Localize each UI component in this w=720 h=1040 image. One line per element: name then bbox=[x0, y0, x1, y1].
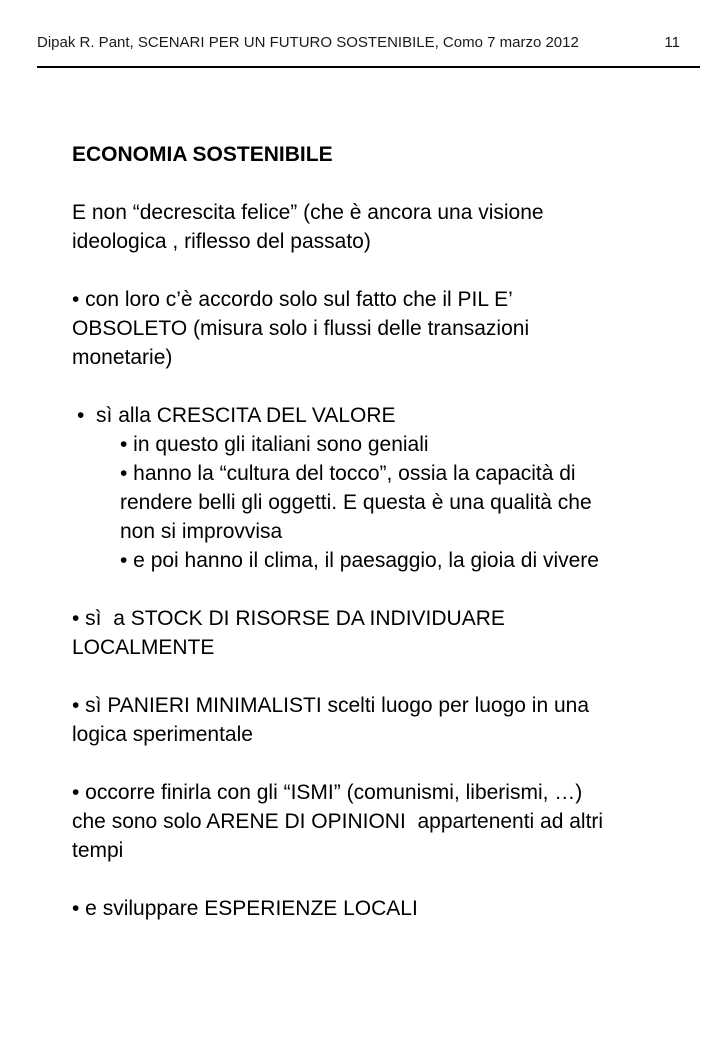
text-line bbox=[72, 256, 700, 285]
text-line bbox=[72, 865, 700, 894]
page-number: 11 bbox=[664, 34, 680, 51]
header-title: Dipak R. Pant, SCENARI PER UN FUTURO SOSTENIBILE, Como 7 marzo 2012 bbox=[37, 34, 579, 51]
text-line: ideologica , riflesso del passato) bbox=[72, 230, 371, 253]
text-line: • e poi hanno il clima, il paesaggio, la gioia di vivere bbox=[120, 549, 599, 572]
text-line bbox=[72, 749, 700, 778]
body-text bbox=[72, 169, 700, 923]
page-header bbox=[37, 33, 698, 52]
text-line bbox=[72, 575, 700, 604]
text-line: LOCALMENTE bbox=[72, 636, 215, 659]
text-line: • e sviluppare ESPERIENZE LOCALI bbox=[72, 897, 418, 920]
text-line: • hanno la “cultura del tocco”, ossia la capacità di bbox=[120, 462, 576, 485]
slide-title: ECONOMIA SOSTENIBILE bbox=[72, 143, 333, 166]
text-line bbox=[72, 662, 700, 691]
text-line: logica sperimentale bbox=[72, 723, 253, 746]
text-line: rendere belli gli oggetti. E questa è una qualità che bbox=[120, 491, 592, 514]
text-line: • con loro c’è accordo solo sul fatto che il PIL E’ bbox=[72, 288, 513, 311]
slide-content bbox=[72, 140, 700, 923]
text-line: che sono solo ARENE DI OPINIONI appartenenti ad altri bbox=[72, 810, 604, 833]
text-line bbox=[72, 169, 700, 198]
text-line: • in questo gli italiani sono geniali bbox=[120, 433, 429, 456]
text-line: tempi bbox=[72, 839, 124, 862]
text-line: • sì PANIERI MINIMALISTI scelti luogo per luogo in una bbox=[72, 694, 590, 717]
header-divider bbox=[37, 66, 700, 68]
text-line: OBSOLETO (misura solo i flussi delle transazioni bbox=[72, 317, 530, 340]
text-line: monetarie) bbox=[72, 346, 173, 369]
text-line: E non “decrescita felice” (che è ancora una visione bbox=[72, 201, 544, 224]
text-line: non si improvvisa bbox=[120, 520, 283, 543]
text-line: • occorre finirla con gli “ISMI” (comunismi, liberismi, …) bbox=[72, 781, 583, 804]
text-line: • sì alla CRESCITA DEL VALORE bbox=[77, 404, 396, 427]
text-line bbox=[72, 372, 700, 401]
text-line: • sì a STOCK DI RISORSE DA INDIVIDUARE bbox=[72, 607, 505, 630]
